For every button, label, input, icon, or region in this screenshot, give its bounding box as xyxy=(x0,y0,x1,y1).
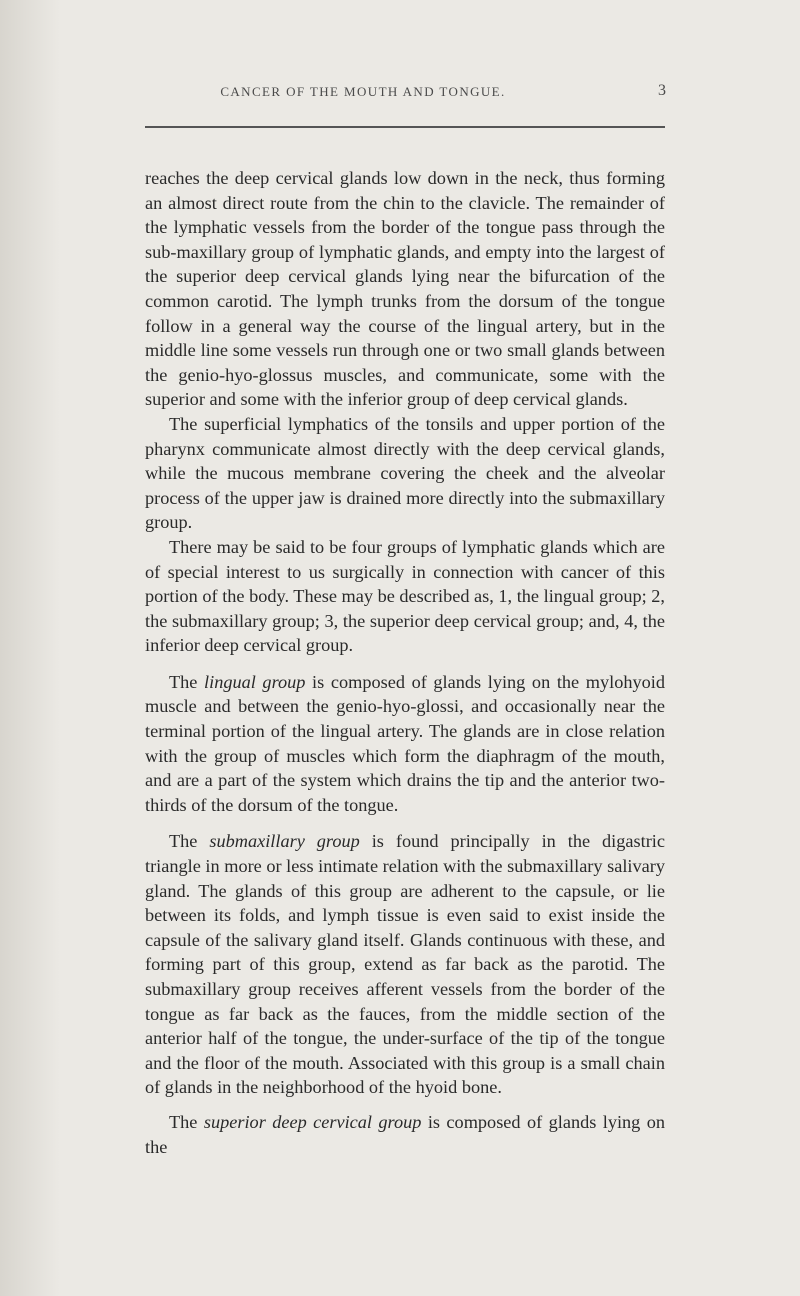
superior-lead: The xyxy=(169,1111,204,1132)
superior-rest: is composed of glands lying on the xyxy=(145,1111,666,1157)
paragraph-tonsils: The superficial lymphatics of the tonsils and upper portion of the pharynx communicate almost directly with the deep cervical glands, while the mucous membrane covering the cheek and the alveolar process of the upper jaw is drained more directly into the submaxillary group. xyxy=(145,413,665,533)
running-title: CANCER OF THE MOUTH AND TONGUE. xyxy=(220,84,506,99)
superior-deep-cervical-term: superior deep cervical group xyxy=(203,1111,422,1132)
running-head xyxy=(0,84,800,106)
paragraph-lingual-group xyxy=(145,670,665,818)
header-rule xyxy=(145,126,665,128)
spine-shadow xyxy=(0,0,60,1296)
submaxillary-group-term: submaxillary group xyxy=(209,831,360,852)
lingual-group-term: lingual group xyxy=(204,671,306,692)
page-number: 3 xyxy=(658,82,666,99)
lingual-lead: The xyxy=(169,671,205,692)
submaxillary-rest: is found principally in the digastric triangle in more or less intimate relation with the submaxillary salivary gland. The glands of this group are adherent to the capsule, or lie between its folds, and lymph tissue is even said to exist inside the capsule of the salivary gland itself. Glands continuous with these, and forming part of this group, extend as far back as the parotid. The submaxillary group receives afferent vessels from the border of the tongue as far back as the fauces, from the middle section of the anterior half of the tongue, the under-surface of the tip of the tongue and the floor of the mouth. Associated with this group is a small chain of glands in the neighborhood of the hyoid bone. xyxy=(145,831,665,1098)
body-text xyxy=(145,166,665,1159)
paragraph-submaxillary-group xyxy=(145,829,665,1100)
submaxillary-lead: The xyxy=(169,831,210,852)
paragraph-four-groups: There may be said to be four groups of lymphatic glands which are of special interest to us surgically in connection with cancer of this portion of the body. These may be described as, 1, the lingual group; 2, the submaxillary group; 3, the superior deep cervical group; and, 4, the inferior deep cervical group. xyxy=(145,536,665,656)
lingual-rest: is composed of glands lying on the mylohyoid muscle and between the genio-hyo-glossi, and occasionally near the terminal portion of the lingual artery. The glands are in close relation with the group of muscles which form the diaphragm of the mouth, and are a part of the system which drains the tip and the anterior two-thirds of the dorsum of the tongue. xyxy=(145,671,665,815)
paragraph-continued: reaches the deep cervical glands low down in the neck, thus forming an almost direct route from the chin to the clavicle. The remainder of the lymphatic vessels from the border of the tongue pass through the sub-maxillary group of lymphatic glands, and empty into the largest of the superior deep cervical glands lying near the bifurcation of the common carotid. The lymph trunks from the dorsum of the tongue follow in a general way the course of the lingual artery, but in the middle line some vessels run through one or two small glands between the genio-hyo-glossus muscles, and communicate, some with the superior and some with the inferior group of deep cervical glands. xyxy=(145,168,665,410)
paragraph-superior-deep-cervical xyxy=(145,1110,665,1159)
